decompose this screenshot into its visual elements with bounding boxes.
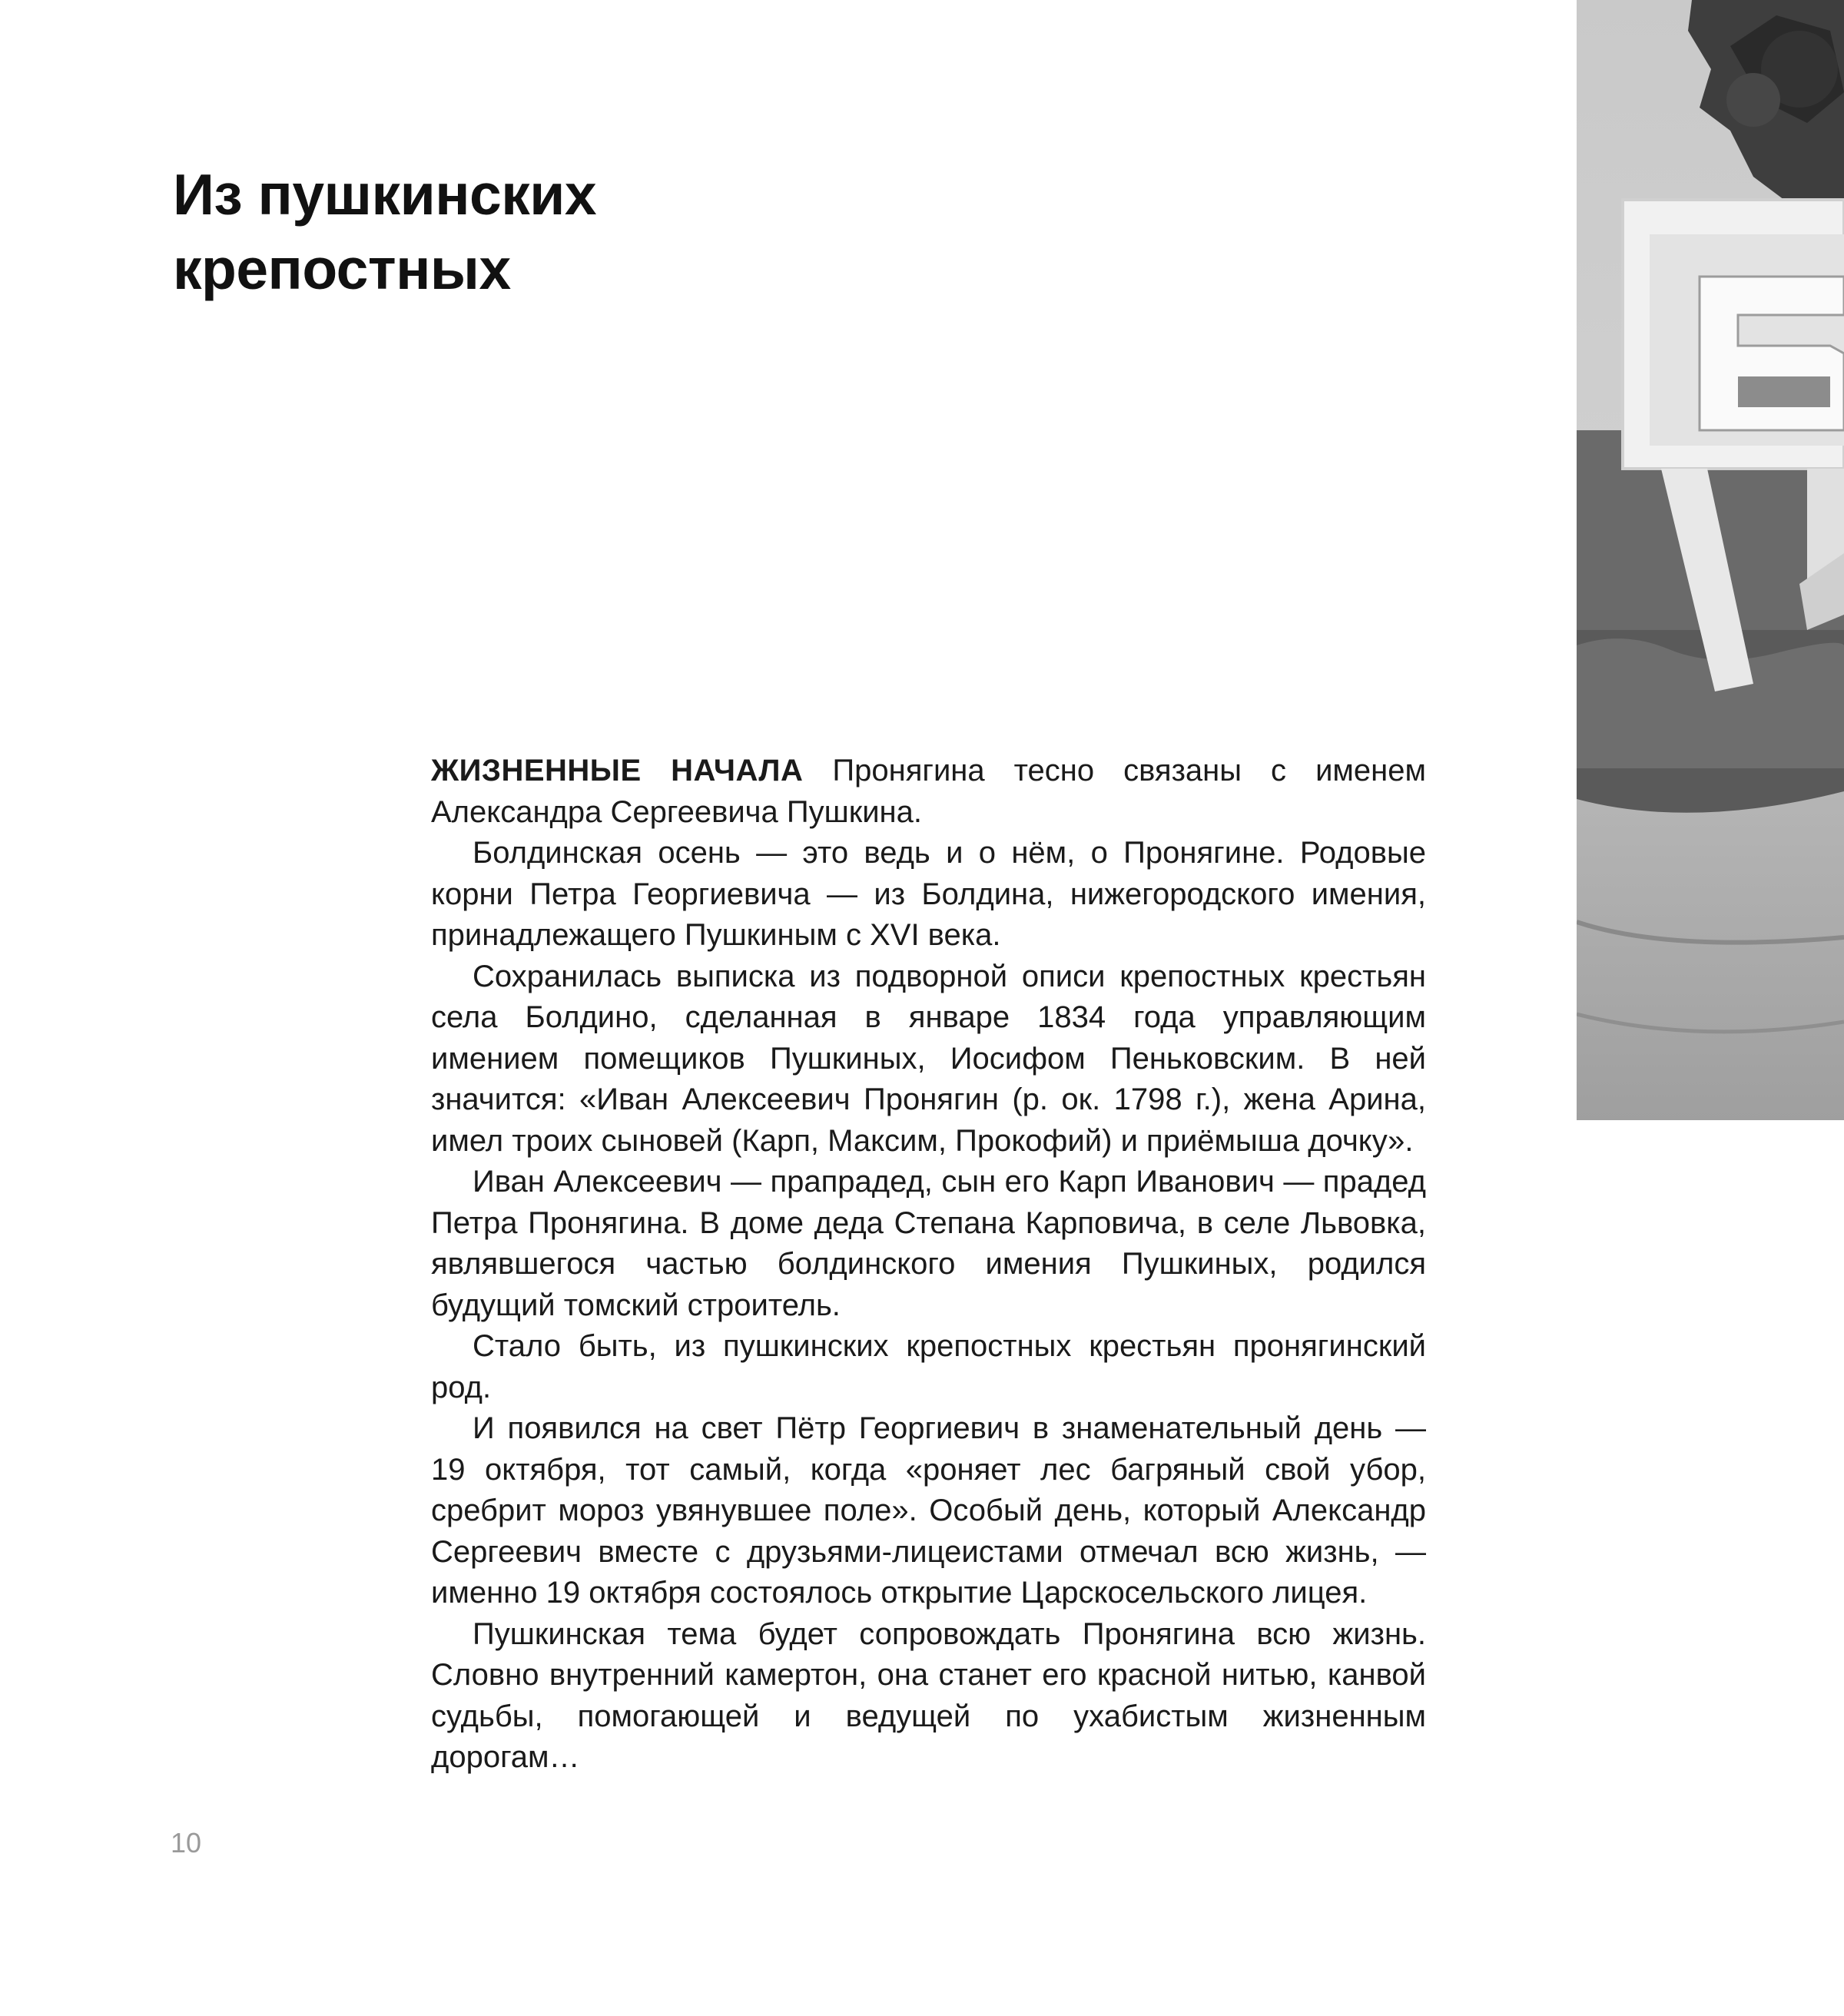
page-title-line-2: крепостных xyxy=(173,237,511,301)
article-body xyxy=(431,751,1426,1779)
paragraph-census-extract: Сохранилась выписка из подворной описи крепостных крестьян села Болдино, сделанная в январе 1834 года управляющим имением помещиков Пушкиных, Иосифом Пеньковским. В ней значится: «Иван Алексеевич Пронягин (р. ок. 1798 г.), жена Арина, имел троих сыновей (Карп, Максим, Прокофий) и приёмыша дочку». xyxy=(431,959,1426,1158)
photo-boldino-sign-icon xyxy=(1577,0,1844,1120)
lead-paragraph xyxy=(431,751,1426,833)
lead-caps: ЖИЗНЕННЫЕ НАЧАЛА xyxy=(431,754,804,788)
page-title-line-1: Из пушкинских xyxy=(173,162,597,227)
paragraph-pushkin-theme: Пушкинская тема будет сопровождать Пронягина всю жизнь. Словно внутренний камертон, она станет его красной нитью, канвой судьбы, помогающей и ведущей по ухабистым жизненным дорогам… xyxy=(431,1616,1426,1774)
page-title xyxy=(173,158,941,307)
page-number: 10 xyxy=(171,1827,202,1858)
boldino-sign-photo xyxy=(1577,0,1844,1120)
paragraph-boldino-autumn: Болдинская осень — это ведь и о нём, о Пронягине. Родовые корни Петра Георгиевича — из Болдина, нижегородского имения, принадлежащего Пушкиным с XVI века. xyxy=(431,836,1426,952)
lead-text: Пронягина тесно связаны с именем Александра Сергеевича Пушкина. xyxy=(431,754,1426,829)
paragraph-serf-lineage: Стало быть, из пушкинских крепостных крестьян пронягинский род. xyxy=(431,1329,1426,1404)
paragraph-ancestry: Иван Алексеевич — прапрадед, сын его Карп Иванович — прадед Петра Пронягина. В доме деда Степана Карповича, в селе Львовка, являвшегося частью болдинского имения Пушкиных, родился будущий томский строитель. xyxy=(431,1165,1426,1322)
paragraph-birthday: И появился на свет Пётр Георгиевич в знаменательный день — 19 октября, тот самый, когда «роняет лес багряный свой убор, сребрит мороз увянувшее поле». Особый день, который Александр Сергеевич вместе с друзьями-лицеистами отмечал всю жизнь, — именно 19 октября состоялось открытие Царскосельского лицея. xyxy=(431,1411,1426,1610)
